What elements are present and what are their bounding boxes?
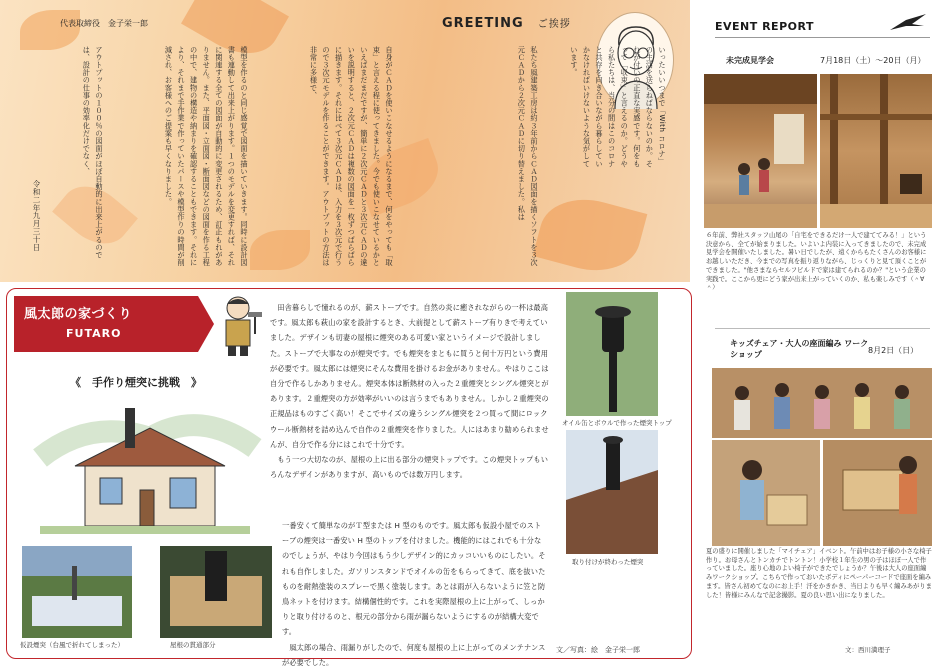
maple-leaf-decoration	[533, 188, 648, 281]
greeting-text-col: 私たち風建築工房は約３年前からＣＡＤ図面を描くソフトを３次元ＣＡＤから２次元ＣＡＤに切り替えました。私は	[517, 46, 539, 267]
caption-temporary-chimney: 仮設煙突（台風で折れてしまった）	[20, 641, 124, 649]
chimney-top-photo	[566, 292, 658, 416]
event-divider	[715, 328, 930, 329]
futaro-banner-title: 風太郎の家づくり	[24, 307, 133, 322]
greeting-paragraph: アウトプットの１００％の図面がほぼ自動的に出来上がるのでは、設計の仕事の効率化だけでなく、	[82, 46, 104, 259]
swallow-bird-icon	[888, 12, 928, 34]
event-section1-date: 7月18日（土）〜20日（月）	[820, 56, 926, 65]
event-section1-text: ６年前、弊社スタッフ山尾の「自宅をできるだけ一人で建ててみる！」という決意から、全てが始まりました。いよいよ内装に入ってきましたので、未完成見学会を開催いたしました。暑い日でしたが、遠くからもたくさんのお客様にお越しいただき、今までの写真を振り返りながら、じっくりと見て頂くことができました。"他さまならセルフビルドで家は建てられるのか？"という企業の実践で。ここから更にどう家が出来上がっていくのか、私も楽しみです（＾∀＾）	[706, 232, 927, 292]
event-section2-title: キッズチェア・大人の座面編み ワークショップ	[730, 339, 869, 359]
greeting-paragraph: 自身がＣＡＤを使いこなせるようになるまで、何をやっても「取束」と言える程に使ってきました。今でも使いこなせているかといえばまだまだですが、	[359, 46, 394, 267]
caption-roof-penetration: 屋根の貫通部分	[170, 641, 216, 649]
event-section2-credit: 文：西川満理子	[845, 646, 891, 654]
event-title-underline	[715, 37, 930, 38]
carpenter-illustration	[212, 292, 264, 358]
chimney-article-body: 田舎暮らしで憧れるのが、薪ストーブです。自然の炎に癒されながらの一杯は最高です。風太郎も萩山の家を設計するとき、大前提として薪ストーブ有りきで考えていました。デザインも切妻の屋根に煙突のある可愛い家というイメージで設計しました。ストーブで大事なのが煙突です。でも煙突をまともに買うと何十万円という費用が必要です。風太郎には煙突にそんな費用を掛けるお金がありません。やはりここは自分で作るしかありません。煙突本体は断熱材の入った２重煙突とシングル煙突とがあります。２重煙突の方が効率がいいのは言うまでもありません。しかし２重煙突の正規品はものすごく高い！そこでサイズの違うシングル煙突を２つ買って間にロックウール断熱材を詰め込んで自作の２重煙突を作りました。人にはあまり勧められませんが、自分で作る分にはこれで十分です。 もう一つ大切なのが、屋根の上に出る部分の煙突トップです。この煙突トップもいろんなデザインがありますが、高いものでは数万円します。	[270, 303, 549, 480]
greeting-paragraph: それにより、それまで手作業で作っていたパースや模型作りの時間が削減され、お客様へのご提案も早くなりました。	[164, 46, 199, 267]
roof-penetration-photo	[160, 546, 272, 638]
event-report-title: EVENT REPORT	[715, 20, 814, 33]
greeting-text-col	[60, 46, 105, 271]
caption-installed-chimney: 取り付けが終わった煙突	[572, 558, 644, 566]
article-credit: 文／写真：絵 金子栄一郎	[556, 646, 640, 654]
greeting-author: 代表取締役 金子栄一郎	[60, 19, 148, 28]
greeting-panel	[0, 0, 690, 282]
greeting-intro-text: いったいいつまで「With コロナ」の生活を送らねばならないのか。それが付いの正直な実感です。何をもって「収束」と言えるのか。どうやら私たちは、当分の間はこのコロナと共存を向き合いながら暮らしていかなければいけないような気がしています。	[569, 46, 667, 168]
caption-chimney-top: オイル缶とボウルで作った煙突トップ	[562, 419, 672, 427]
greeting-paragraph: 簡単に２次元ＣＡＤと３次元ＣＡＤの違いを説明すると、２次元ＣＡＤは複数の図面を一枚ずつばらばらに描きます。	[334, 46, 369, 267]
house-sketch-illustration	[30, 398, 260, 538]
event-section1-title: 未完成見学会	[726, 56, 774, 65]
workshop-photo-child	[712, 440, 820, 546]
greeting-text-col	[250, 46, 395, 271]
greeting-paragraph: また、平面図・立面図・断面図などの図面を作る工程の中で、建物の構造や納まりを確認することもできます。	[189, 46, 212, 267]
greeting-paragraph: １つのモデルを変更すれば、それに関連する全ての図面が自動的に変更されるため、訂正もれがありません。	[202, 46, 237, 267]
greeting-date: 令和二年九月三十日	[32, 180, 41, 252]
futaro-banner-subtitle: FUTARO	[66, 327, 122, 340]
greeting-text-col	[105, 46, 250, 271]
chimney-article-title: 《 手作り煙突に挑戦 》	[70, 376, 202, 389]
maple-leaf-decoration	[20, 10, 80, 50]
greeting-paragraph: それに比べて３次元ＣＡＤは、入力を３次元で行うので３次元モデルを作ることができます。アウトプットの方法は非常に多様で、	[309, 46, 344, 267]
greeting-heading	[442, 15, 571, 31]
chimney-article-body2: 一番安くて簡単なのがＴ型または H 型のものです。風太郎も仮設小屋でのストーブの煙突は一番安い H 型のトップを付けました。機能的にはこれでも十分なのでしょうが、やはり今回はもう少しデザイン的にカッコいいものにしたい。それも自作しました。ガソリンスタンドでオイルの缶をもらってきて、底を抜いたものを耐熱塗装のスプレーで黒く塗装します。あとは雨が入らないように笠と防鳥ネットを付けます。結構個性的です。これを実際屋根の上に上がって、しっかりと取り付けるのと、根元の部分から雨が漏らないようにするのが結構大変です。 風太郎の場合、雨漏りがしたので、何度も屋根の上に上がってのメンテナンスが必要でした。	[282, 521, 546, 667]
open-house-photo-interior	[704, 74, 817, 228]
greeting-heading-en: GREETING	[442, 16, 524, 31]
temporary-chimney-photo	[22, 546, 132, 638]
installed-chimney-photo	[566, 430, 658, 554]
event-section2-date: 8月2日（日）	[868, 346, 919, 355]
workshop-photo-chair	[823, 440, 932, 546]
event-section2-text: 夏の盛りに開催しました「マイチェア」イベント。午前中はお子様の小さな椅子作り。お母さんとトンカチでトントン！小学校１年生の男の子はほぼ一人で作っていました。座り心地のよい椅子ができたでしょうか？午後は大人の座面編みワークショップ。こちらで作っておいたボディにペーパーコードで座面を編みます。皆さん初めてなのにお上手！汗をかきかき、当日よりも早く編みあがりました！皆様にみんなで記念撮影。夏の良い思い出になりました。	[706, 548, 932, 599]
greeting-heading-jp: ご挨拶	[537, 19, 571, 30]
workshop-photo-group	[712, 368, 932, 438]
open-house-photo-stairs	[820, 74, 932, 228]
greeting-paragraph: 模型を作るのと同じ感覚で図面を描いていきます。同時に設計図書も連動して出来上がります。	[227, 46, 249, 267]
